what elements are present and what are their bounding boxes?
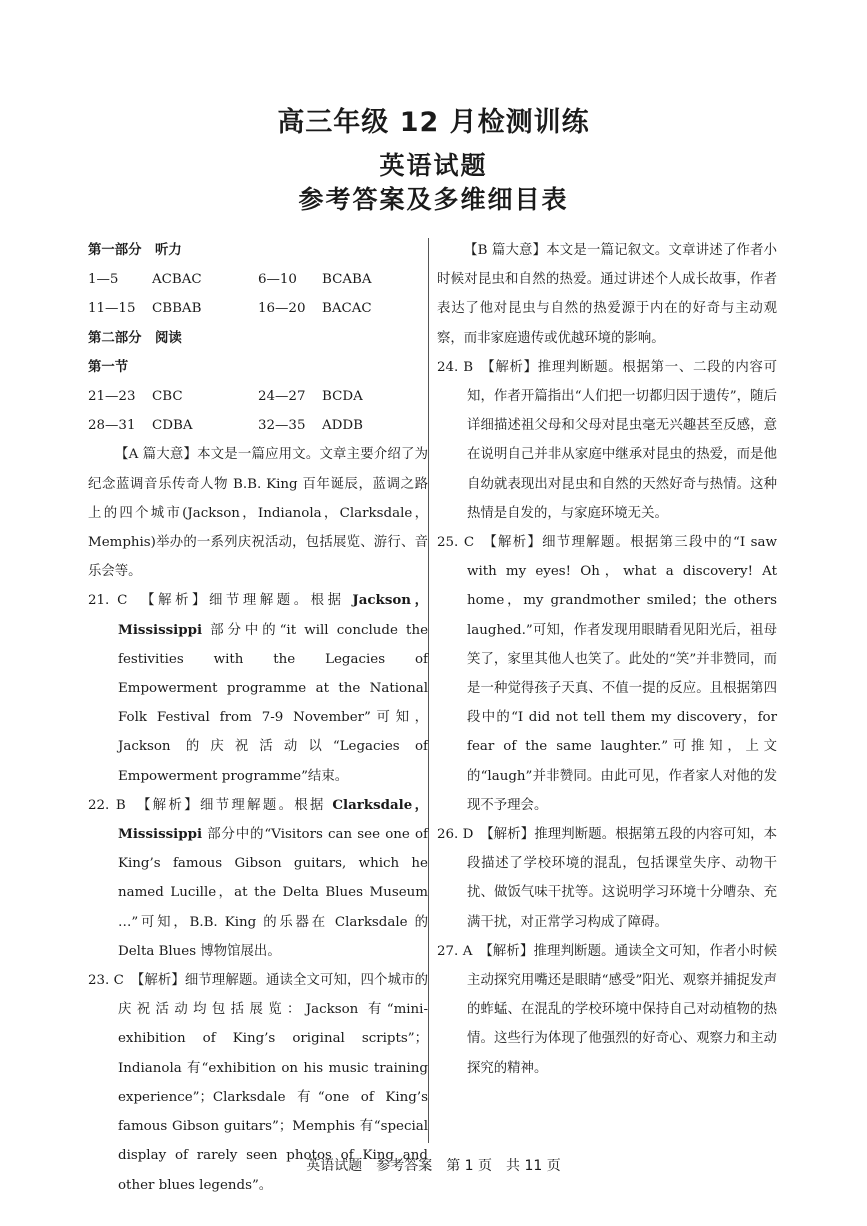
- answer-row: [88, 294, 428, 323]
- answer-range: 24—27: [258, 389, 306, 405]
- answer-row: [88, 411, 428, 440]
- answer-range: 21—23: [88, 389, 136, 405]
- question-24-explanation: 24. B 【解析】推理判断题。根据第一、二段的内容可知，作者开篇指出“人们把一切都归因于遗传”，随后详细描述祖父母和父母对昆虫毫无兴趣甚至反感，意在说明自己并非从家庭中继承对昆虫的热爱，而是他自幼就表现出对昆虫和自然的天然好奇与热情。这种热情是自发的，与家庭环境无关。: [437, 359, 777, 521]
- column-divider: [428, 238, 429, 1143]
- answer-key: CBC: [152, 389, 183, 405]
- part1-heading: 第一部分 听力: [88, 243, 182, 258]
- question-23-explanation: 23. C 【解析】细节理解题。通读全文可知，四个城市的庆祝活动均包括展览：Jackson 有“mini-exhibition of King’s original scripts”；Indianola 有“exhibition on his music training experience”；Clarksdale 有“one of King’s famous Gibson guitars”；Memphis 有“special display of rarely seen photos of King and other blues legends”。: [88, 973, 428, 1193]
- passage-b-summary: 【B 篇大意】本文是一篇记叙文。文章讲述了作者小时候对昆虫和自然的热爱。通过讲述个人成长故事，作者表达了他对昆虫与自然的热爱源于内在的好奇与主动观察，而非家庭遗传或优越环境的影响。: [437, 243, 777, 346]
- answer-key: ACBAC: [152, 272, 202, 288]
- answer-range: 6—10: [258, 272, 297, 288]
- question-22-explanation: 22. B 【解析】细节理解题。根据 Clarksdale，Mississippi 部分中的“Visitors can see one of King’s famous Gibson guitars, which he named Lucille，at the Delta Blues Museum …”可知，B.B. King 的乐器在 Clarksdale 的 Delta Blues 博物馆展出。: [88, 796, 428, 959]
- answer-key: CDBA: [152, 418, 193, 434]
- left-column: [88, 236, 428, 1200]
- answer-range: 32—35: [258, 418, 306, 434]
- answer-key: BCDA: [322, 389, 363, 405]
- answer-key: ADDB: [322, 418, 363, 434]
- answer-row: [88, 265, 428, 294]
- page-title: 高三年级 12 月检测训练: [277, 107, 590, 138]
- question-26-explanation: 26. D 【解析】推理判断题。根据第五段的内容可知，本段描述了学校环境的混乱，包括课堂失序、动物干扰、做饭气味干扰等。这说明学习环境十分嘈杂、充满干扰，对正常学习构成了障碍。: [437, 827, 777, 930]
- answer-range: 16—20: [258, 301, 306, 317]
- answer-key: CBBAB: [152, 301, 202, 317]
- question-25-explanation: 25. C 【解析】细节理解题。根据第三段中的“I saw with my eyes! Oh，what a discovery! At home，my grandmother smiled；the others laughed.”可知，作者发现用眼睛看见阳光后，祖母笑了，家里其他人也笑了。此处的“笑”并非赞同，而是一种觉得孩子天真、不值一提的反应。且根据第四段中的“I did not tell them my discovery，for fear of the same laughter.”可推知，上文的“laugh”并非赞同。由此可见，作者家人对他的发现不予理会。: [437, 535, 777, 813]
- page-footer: 英语试题 参考答案 第 1 页 共 11 页: [306, 1158, 561, 1174]
- right-column: [437, 236, 777, 1083]
- answer-key: BCABA: [322, 272, 372, 288]
- question-21-explanation: 21. C 【解析】细节理解题。根据 Jackson，Mississippi 部分中的“it will conclude the festivities with the Legacies of Empowerment programme at the National Folk Festival from 7-9 November”可知，Jackson 的庆祝活动以“Legacies of Empowerment programme”结束。: [88, 592, 428, 784]
- question-27-explanation: 27. A 【解析】推理判断题。通读全文可知，作者小时候主动探究用嘴还是眼睛“感受”阳光、观察并捕捉发声的蚱蜢、在混乱的学校环境中保持自己对动植物的热情。这些行为体现了他强烈的好奇心、观察力和主动探究的精神。: [437, 943, 777, 1076]
- answer-range: 1—5: [88, 272, 119, 288]
- answer-key: BACAC: [322, 301, 372, 317]
- document-subtitle: 参考答案及多维细目表: [298, 185, 569, 214]
- section-heading: 第一节: [88, 359, 129, 375]
- part2-heading: 第二部分 阅读: [88, 330, 182, 346]
- answer-range: 28—31: [88, 418, 136, 434]
- passage-a-summary: 【A 篇大意】本文是一篇应用文。文章主要介绍了为纪念蓝调音乐传奇人物 B.B. King 百年诞辰，蓝调之路上的四个城市(Jackson，Indianola，Clarksdale，Memphis)举办的一系列庆祝活动，包括展览、游行、音乐会等。: [88, 447, 428, 580]
- subject-title: 英语试题: [379, 151, 488, 180]
- answer-range: 11—15: [88, 301, 136, 317]
- answer-row: [88, 382, 428, 411]
